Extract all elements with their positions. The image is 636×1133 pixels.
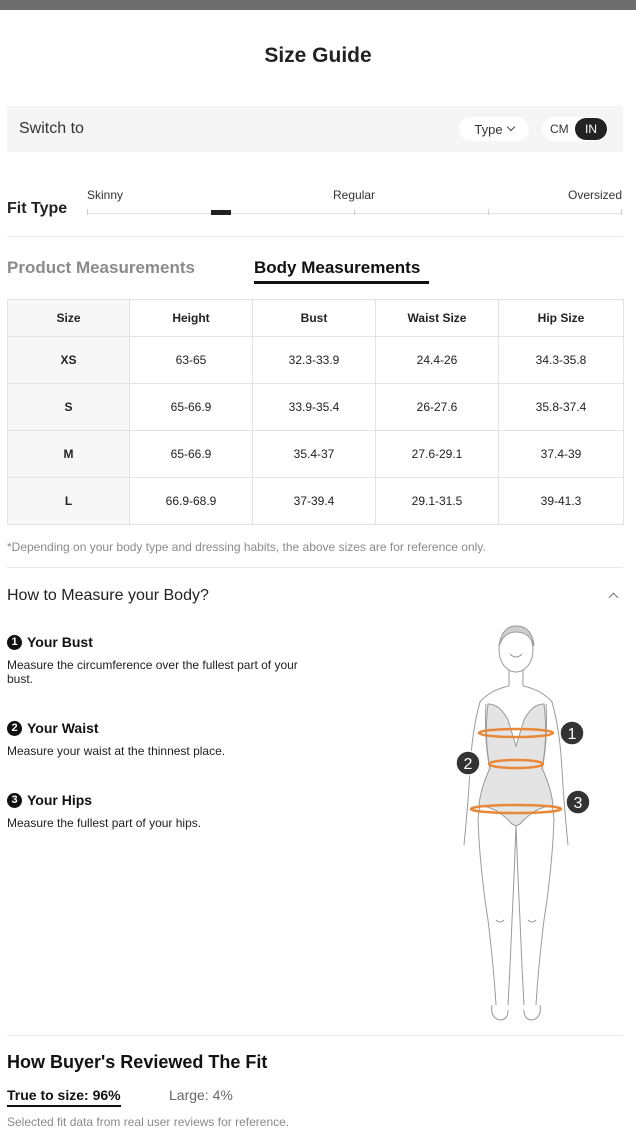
cell-hip: 39-41.3 [499, 478, 624, 525]
cell-waist: 24.4-26 [376, 337, 499, 384]
figure-marker-2 [456, 751, 480, 775]
unit-in-option[interactable]: IN [575, 118, 607, 140]
step-number: 2 [7, 721, 22, 736]
step-waist [7, 720, 307, 758]
table-row [8, 337, 624, 384]
cell-hip: 35.8-37.4 [499, 384, 624, 431]
header-bust: Bust [253, 300, 376, 337]
tab-body-measurements[interactable]: Body Measurements [254, 258, 421, 277]
review-title: How Buyer's Reviewed The Fit [7, 1052, 268, 1072]
figure-marker-1 [560, 721, 584, 745]
cell-height: 63-65 [130, 337, 253, 384]
divider [7, 1035, 623, 1036]
header-size: Size [8, 300, 130, 337]
step-number: 3 [7, 793, 22, 808]
fit-type-title: Fit Type [7, 200, 68, 217]
table-header-row [8, 300, 624, 337]
cell-bust: 32.3-33.9 [253, 337, 376, 384]
large-label: Large: [169, 1087, 209, 1103]
table-row [8, 431, 624, 478]
fit-scale-tick [621, 209, 622, 215]
step-bust [7, 634, 307, 686]
cell-waist: 29.1-31.5 [376, 478, 499, 525]
cell-height: 65-66.9 [130, 431, 253, 478]
size-table [7, 299, 624, 525]
header-hip: Hip Size [499, 300, 624, 337]
step-title: Your Waist [27, 720, 99, 736]
fit-label-skinny: Skinny [87, 188, 124, 202]
cell-size: M [8, 431, 130, 478]
fit-scale-tick [354, 209, 355, 215]
page-title: Size Guide [264, 44, 372, 67]
step-description: Measure the fullest part of your hips. [7, 816, 202, 830]
unit-cm-option[interactable]: CM [550, 122, 569, 136]
tab-product-measurements[interactable]: Product Measurements [7, 258, 195, 277]
cell-hip: 34.3-35.8 [499, 337, 624, 384]
cell-height: 66.9-68.9 [130, 478, 253, 525]
reference-note: *Depending on your body type and dressing habits, the above sizes are for reference only. [7, 540, 486, 554]
body-figure-illustration [440, 620, 600, 1025]
large-tab[interactable] [169, 1087, 233, 1103]
review-note: Selected fit data from real user reviews for reference. [7, 1115, 290, 1129]
cell-height: 65-66.9 [130, 384, 253, 431]
cell-bust: 35.4-37 [253, 431, 376, 478]
fit-scale-tick [87, 209, 88, 215]
header-height: Height [130, 300, 253, 337]
howto-title: How to Measure your Body? [7, 587, 209, 604]
true-to-size-tab[interactable]: True to size: 96% [7, 1087, 121, 1103]
cell-waist: 27.6-29.1 [376, 431, 499, 478]
step-description: Measure your waist at the thinnest place. [7, 744, 226, 758]
step-title: Your Hips [27, 792, 93, 808]
fit-label-oversized: Oversized [568, 188, 623, 202]
step-title: Your Bust [27, 634, 93, 650]
divider [7, 567, 623, 568]
figure-marker-3 [566, 790, 590, 814]
large-value: 4% [212, 1087, 233, 1103]
cell-bust: 37-39.4 [253, 478, 376, 525]
step-number: 1 [7, 635, 22, 650]
cell-bust: 33.9-35.4 [253, 384, 376, 431]
chevron-down-icon [506, 123, 514, 131]
cell-size: XS [8, 337, 130, 384]
switch-label: Switch to [19, 120, 84, 137]
step-hips [7, 792, 307, 830]
table-row [8, 478, 624, 525]
figure-marker-label: 1 [567, 726, 577, 743]
table-row [8, 384, 624, 431]
type-dropdown-button[interactable] [459, 117, 529, 141]
cell-hip: 37.4-39 [499, 431, 624, 478]
figure-marker-label: 3 [573, 795, 583, 812]
figure-marker-label: 2 [463, 756, 473, 773]
fit-scale-tick [488, 209, 489, 215]
cell-size: S [8, 384, 130, 431]
switch-bar [7, 106, 623, 152]
fit-marker [211, 210, 231, 215]
active-tab-underline [254, 281, 429, 284]
unit-toggle[interactable] [542, 117, 608, 141]
header-waist: Waist Size [376, 300, 499, 337]
type-label: Type [474, 121, 503, 137]
fit-label-regular: Regular [333, 188, 376, 202]
step-description: Measure the circumference over the fullest part of your bust. [7, 658, 298, 686]
top-bar [0, 0, 636, 10]
chevron-up-icon[interactable] [609, 593, 619, 603]
active-review-underline [7, 1105, 121, 1107]
cell-waist: 26-27.6 [376, 384, 499, 431]
cell-size: L [8, 478, 130, 525]
divider [7, 236, 623, 237]
